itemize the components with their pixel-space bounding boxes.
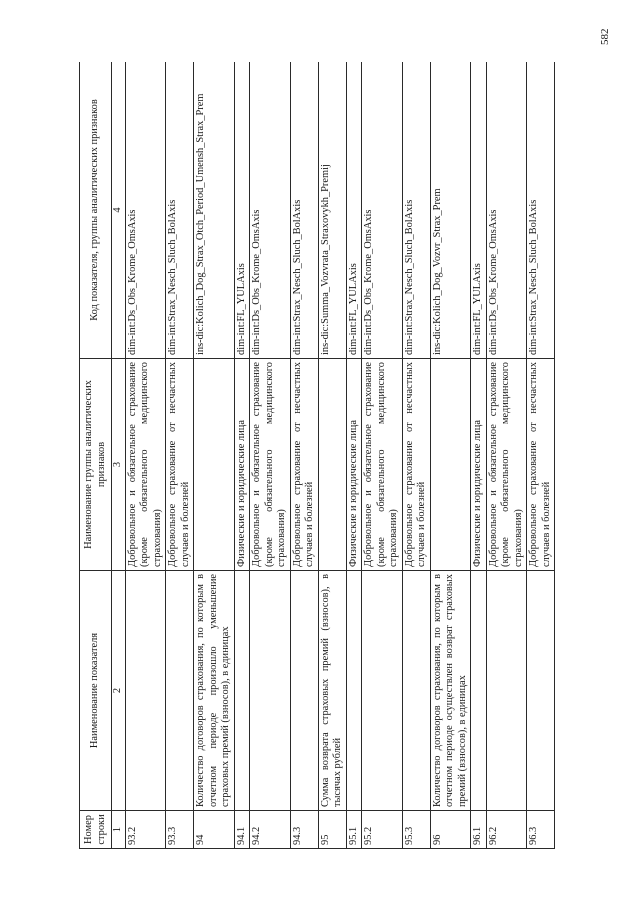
group-name-cell: Физические и юридические лица xyxy=(346,359,362,571)
indicator-name-cell: Количество договоров страхования, по которым в отчетном периоде осуществлен возврат страховых премий (взносов), в единицах xyxy=(430,571,471,811)
indicator-name-cell xyxy=(125,571,166,811)
row-number-cell: 96.1 xyxy=(471,811,487,849)
indicator-name-cell xyxy=(486,571,527,811)
row-number-cell: 94.1 xyxy=(234,811,250,849)
indicator-name-cell xyxy=(290,571,318,811)
code-cell: dim-int:FL_YULAxis xyxy=(234,62,250,359)
group-name-cell: Добровольное страхование от несчастных случаев и болезней xyxy=(290,359,318,571)
code-cell: dim-int:Ds_Obs_Krome_OmsAxis xyxy=(250,62,291,359)
group-name-cell: Добровольное страхование от несчастных случаев и болезней xyxy=(402,359,430,571)
indicator-table xyxy=(79,62,555,849)
page-number: 582 xyxy=(599,28,611,45)
column-number: 3 xyxy=(112,359,126,571)
table-row xyxy=(290,62,318,849)
group-name-cell xyxy=(194,359,235,571)
table-row xyxy=(250,62,291,849)
row-number-cell: 95 xyxy=(318,811,346,849)
table-row xyxy=(486,62,527,849)
table-row xyxy=(471,62,487,849)
table-row xyxy=(527,62,555,849)
rotated-table-wrapper xyxy=(79,62,589,849)
indicator-name-cell: Количество договоров страхования, по которым в отчетном периоде произошло уменьшение страховых премий (взносов), в единицах xyxy=(194,571,235,811)
document-scan xyxy=(79,62,589,849)
code-cell: dim-int:Strax_Nesch_Sluch_BolAxis xyxy=(166,62,194,359)
code-cell: dim-int:FL_YULAxis xyxy=(346,62,362,359)
indicator-name-cell xyxy=(234,571,250,811)
table-row xyxy=(318,62,346,849)
code-cell: dim-int:Strax_Nesch_Sluch_BolAxis xyxy=(290,62,318,359)
column-number: 1 xyxy=(112,811,126,849)
indicator-name-cell: Сумма возврата страховых премий (взносов), в тысячах рублей xyxy=(318,571,346,811)
indicator-name-cell xyxy=(471,571,487,811)
header-code: Код показателя, группы аналитических признаков xyxy=(80,62,112,359)
indicator-name-cell xyxy=(346,571,362,811)
column-number: 4 xyxy=(112,62,126,359)
indicator-name-cell xyxy=(250,571,291,811)
header-indicator-name: Наименование показателя xyxy=(80,571,112,811)
table-row xyxy=(402,62,430,849)
header-row-number: Номер строки xyxy=(80,811,112,849)
table-row xyxy=(125,62,166,849)
row-number-cell: 94.2 xyxy=(250,811,291,849)
header-row xyxy=(80,62,112,849)
group-name-cell: Добровольное и обязательное страхование (кроме обязательного медицинского страхования) xyxy=(125,359,166,571)
row-number-cell: 94 xyxy=(194,811,235,849)
table-row xyxy=(194,62,235,849)
column-number-row xyxy=(112,62,126,849)
row-number-cell: 95.2 xyxy=(362,811,403,849)
table-row xyxy=(346,62,362,849)
group-name-cell: Добровольное и обязательное страхование (кроме обязательного медицинского страхования) xyxy=(362,359,403,571)
group-name-cell: Добровольное страхование от несчастных случаев и болезней xyxy=(527,359,555,571)
table-row xyxy=(234,62,250,849)
indicator-name-cell xyxy=(362,571,403,811)
group-name-cell: Добровольное и обязательное страхование (кроме обязательного медицинского страхования) xyxy=(250,359,291,571)
group-name-cell xyxy=(430,359,471,571)
table-row xyxy=(362,62,403,849)
indicator-name-cell xyxy=(402,571,430,811)
row-number-cell: 95.1 xyxy=(346,811,362,849)
indicator-name-cell xyxy=(527,571,555,811)
row-number-cell: 96 xyxy=(430,811,471,849)
code-cell: dim-int:Strax_Nesch_Sluch_BolAxis xyxy=(527,62,555,359)
code-cell: ins-dic:Kolich_Dog_Vozvr_Strax_Prem xyxy=(430,62,471,359)
code-cell: ins-dic:Summa_Vozvrata_Straxovykh_Premij xyxy=(318,62,346,359)
row-number-cell: 94.3 xyxy=(290,811,318,849)
code-cell: dim-int:Ds_Obs_Krome_OmsAxis xyxy=(125,62,166,359)
table-body xyxy=(125,62,555,849)
code-cell: dim-int:Ds_Obs_Krome_OmsAxis xyxy=(486,62,527,359)
group-name-cell: Добровольное и обязательное страхование (кроме обязательного медицинского страхования) xyxy=(486,359,527,571)
group-name-cell xyxy=(318,359,346,571)
indicator-name-cell xyxy=(166,571,194,811)
row-number-cell: 93.3 xyxy=(166,811,194,849)
group-name-cell: Физические и юридические лица xyxy=(471,359,487,571)
table-row xyxy=(166,62,194,849)
code-cell: ins-dic:Kolich_Dog_Strax_Otch_Period_Umensh_Strax_Prem xyxy=(194,62,235,359)
group-name-cell: Добровольное страхование от несчастных случаев и болезней xyxy=(166,359,194,571)
code-cell: dim-int:Strax_Nesch_Sluch_BolAxis xyxy=(402,62,430,359)
column-number: 2 xyxy=(112,571,126,811)
code-cell: dim-int:FL_YULAxis xyxy=(471,62,487,359)
table-row xyxy=(430,62,471,849)
code-cell: dim-int:Ds_Obs_Krome_OmsAxis xyxy=(362,62,403,359)
row-number-cell: 96.2 xyxy=(486,811,527,849)
group-name-cell: Физические и юридические лица xyxy=(234,359,250,571)
row-number-cell: 93.2 xyxy=(125,811,166,849)
row-number-cell: 95.3 xyxy=(402,811,430,849)
header-group-name: Наименование группы аналитических признаков xyxy=(80,359,112,571)
row-number-cell: 96.3 xyxy=(527,811,555,849)
